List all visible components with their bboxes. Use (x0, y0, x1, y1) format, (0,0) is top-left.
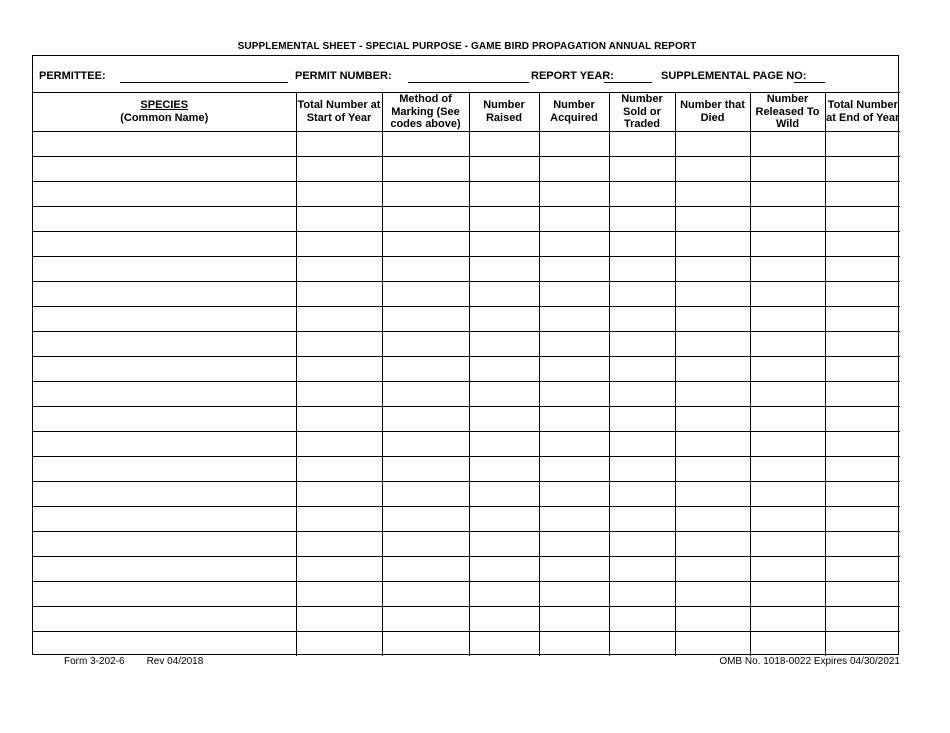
table-cell[interactable] (469, 506, 539, 531)
table-cell[interactable] (469, 131, 539, 156)
table-cell[interactable] (296, 381, 382, 406)
table-cell[interactable] (825, 531, 900, 556)
table-cell[interactable] (609, 456, 675, 481)
col-marking-method: Method of Marking (See codes above) (382, 93, 469, 132)
table-cell[interactable] (469, 256, 539, 281)
table-cell[interactable] (382, 181, 469, 206)
table-row (33, 181, 900, 206)
col-species (33, 93, 296, 132)
table-cell[interactable] (469, 406, 539, 431)
table-cell[interactable] (539, 131, 609, 156)
table-cell[interactable] (750, 331, 825, 356)
table-cell[interactable] (382, 456, 469, 481)
table-cell[interactable] (33, 131, 296, 156)
table-row (33, 256, 900, 281)
table-cell[interactable] (296, 556, 382, 581)
table-cell[interactable] (609, 606, 675, 631)
supplemental-page-label: SUPPLEMENTAL PAGE NO: (661, 70, 807, 82)
table-cell[interactable] (539, 356, 609, 381)
table-cell[interactable] (33, 256, 296, 281)
table-cell[interactable] (33, 356, 296, 381)
table-cell[interactable] (675, 356, 750, 381)
table-cell[interactable] (539, 381, 609, 406)
table-cell[interactable] (296, 181, 382, 206)
table-cell[interactable] (675, 531, 750, 556)
form-revision: Rev 04/2018 (146, 656, 204, 667)
col-total-end: Total Number at End of Year (825, 93, 900, 132)
table-cell[interactable] (750, 231, 825, 256)
col-species-title: SPECIES (140, 99, 189, 112)
table-cell[interactable] (296, 406, 382, 431)
col-species-subtitle: (Common Name) (120, 111, 209, 124)
table-cell[interactable] (382, 631, 469, 656)
report-year-label: REPORT YEAR: (531, 70, 614, 82)
table-cell[interactable] (469, 231, 539, 256)
col-number-acquired: Number Acquired (539, 93, 609, 132)
table-cell[interactable] (469, 456, 539, 481)
table-cell[interactable] (609, 131, 675, 156)
permittee-input[interactable] (120, 82, 288, 83)
table-cell[interactable] (539, 156, 609, 181)
table-cell[interactable] (675, 606, 750, 631)
table-cell[interactable] (825, 206, 900, 231)
table-row (33, 431, 900, 456)
table-cell[interactable] (825, 231, 900, 256)
table-cell[interactable] (675, 431, 750, 456)
table-cell[interactable] (33, 156, 296, 181)
table-cell[interactable] (33, 231, 296, 256)
table-row (33, 231, 900, 256)
table-cell[interactable] (825, 256, 900, 281)
table-row (33, 506, 900, 531)
table-cell[interactable] (675, 306, 750, 331)
table-cell[interactable] (825, 556, 900, 581)
table-cell[interactable] (609, 256, 675, 281)
footer-omb: OMB No. 1018-0022 Expires 04/30/2021 (719, 656, 900, 667)
table-cell[interactable] (296, 456, 382, 481)
header-fields (33, 56, 898, 93)
table-cell[interactable] (675, 131, 750, 156)
table-cell[interactable] (33, 606, 296, 631)
table-cell[interactable] (382, 156, 469, 181)
table-cell[interactable] (469, 156, 539, 181)
table-cell[interactable] (296, 631, 382, 656)
table-row (33, 131, 900, 156)
table-row (33, 406, 900, 431)
table-cell[interactable] (539, 306, 609, 331)
table-cell[interactable] (825, 581, 900, 606)
table-cell[interactable] (296, 131, 382, 156)
table-cell[interactable] (825, 456, 900, 481)
table-cell[interactable] (382, 356, 469, 381)
table-cell[interactable] (33, 506, 296, 531)
table-cell[interactable] (750, 431, 825, 456)
table-cell[interactable] (609, 306, 675, 331)
table-cell[interactable] (296, 581, 382, 606)
table-cell[interactable] (609, 431, 675, 456)
form-number: Form 3-202-6 (64, 656, 125, 667)
form-title: SUPPLEMENTAL SHEET - SPECIAL PURPOSE - GAME BIRD PROPAGATION ANNUAL REPORT (237, 41, 697, 52)
table-cell[interactable] (750, 481, 825, 506)
table-cell[interactable] (539, 581, 609, 606)
table-cell[interactable] (750, 631, 825, 656)
table-cell[interactable] (675, 206, 750, 231)
table-cell[interactable] (539, 331, 609, 356)
table-cell[interactable] (750, 306, 825, 331)
table-cell[interactable] (609, 381, 675, 406)
table-cell[interactable] (750, 556, 825, 581)
table-cell[interactable] (539, 481, 609, 506)
table-cell[interactable] (750, 131, 825, 156)
col-number-raised: Number Raised (469, 93, 539, 132)
table-cell[interactable] (296, 156, 382, 181)
table-cell[interactable] (750, 406, 825, 431)
table-row (33, 481, 900, 506)
table-cell[interactable] (382, 281, 469, 306)
table-cell[interactable] (750, 206, 825, 231)
table-cell[interactable] (539, 506, 609, 531)
table-row (33, 331, 900, 356)
table-row (33, 306, 900, 331)
table-cell[interactable] (825, 431, 900, 456)
table-cell[interactable] (609, 356, 675, 381)
table-cell[interactable] (609, 481, 675, 506)
table-cell[interactable] (33, 306, 296, 331)
table-cell[interactable] (539, 456, 609, 481)
table-cell[interactable] (539, 181, 609, 206)
table-cell[interactable] (469, 181, 539, 206)
table-cell[interactable] (675, 156, 750, 181)
report-year-input[interactable] (604, 82, 652, 83)
table-cell[interactable] (750, 356, 825, 381)
table-cell[interactable] (825, 131, 900, 156)
table-cell[interactable] (539, 281, 609, 306)
table-cell[interactable] (825, 331, 900, 356)
table-cell[interactable] (33, 481, 296, 506)
table-cell[interactable] (33, 381, 296, 406)
table-cell[interactable] (469, 331, 539, 356)
table-cell[interactable] (382, 556, 469, 581)
table-cell[interactable] (382, 581, 469, 606)
table-cell[interactable] (296, 606, 382, 631)
table-cell[interactable] (296, 256, 382, 281)
table-cell[interactable] (609, 631, 675, 656)
table-cell[interactable] (296, 231, 382, 256)
table-cell[interactable] (675, 506, 750, 531)
table-cell[interactable] (675, 281, 750, 306)
table-cell[interactable] (469, 531, 539, 556)
table-cell[interactable] (469, 306, 539, 331)
table-cell[interactable] (382, 506, 469, 531)
table-cell[interactable] (296, 306, 382, 331)
table-row (33, 631, 900, 656)
table-row (33, 381, 900, 406)
table-cell[interactable] (382, 431, 469, 456)
table-cell[interactable] (825, 181, 900, 206)
table-cell[interactable] (750, 456, 825, 481)
table-cell[interactable] (825, 631, 900, 656)
table-cell[interactable] (382, 381, 469, 406)
table-cell[interactable] (750, 531, 825, 556)
table-cell[interactable] (296, 531, 382, 556)
table-cell[interactable] (825, 481, 900, 506)
table-cell[interactable] (382, 331, 469, 356)
table-cell[interactable] (33, 331, 296, 356)
table-cell[interactable] (539, 231, 609, 256)
table-cell[interactable] (33, 281, 296, 306)
table-cell[interactable] (609, 556, 675, 581)
table-cell[interactable] (469, 356, 539, 381)
table-cell[interactable] (750, 256, 825, 281)
table-cell[interactable] (609, 231, 675, 256)
table-cell[interactable] (469, 431, 539, 456)
table-cell[interactable] (609, 406, 675, 431)
table-cell[interactable] (539, 531, 609, 556)
col-total-start: Total Number at Start of Year (296, 93, 382, 132)
table-cell[interactable] (539, 556, 609, 581)
table-cell[interactable] (296, 331, 382, 356)
table-cell[interactable] (675, 481, 750, 506)
table-cell[interactable] (750, 156, 825, 181)
table-cell[interactable] (825, 606, 900, 631)
table-cell[interactable] (675, 631, 750, 656)
table-cell[interactable] (609, 281, 675, 306)
table-cell[interactable] (675, 581, 750, 606)
table-body (33, 131, 900, 656)
table-cell[interactable] (382, 606, 469, 631)
table-cell[interactable] (539, 256, 609, 281)
table-cell[interactable] (825, 506, 900, 531)
table-cell[interactable] (469, 206, 539, 231)
table-cell[interactable] (296, 431, 382, 456)
table-cell[interactable] (33, 181, 296, 206)
col-number-died: Number that Died (675, 93, 750, 132)
table-row (33, 156, 900, 181)
table-cell[interactable] (382, 131, 469, 156)
table-cell[interactable] (469, 631, 539, 656)
table-cell[interactable] (296, 506, 382, 531)
table-row (33, 356, 900, 381)
table-cell[interactable] (675, 556, 750, 581)
table-cell[interactable] (609, 531, 675, 556)
table-cell[interactable] (825, 281, 900, 306)
table-cell[interactable] (296, 281, 382, 306)
table-cell[interactable] (33, 406, 296, 431)
table-cell[interactable] (33, 531, 296, 556)
table-cell[interactable] (33, 581, 296, 606)
table-cell[interactable] (609, 506, 675, 531)
table-cell[interactable] (825, 381, 900, 406)
table-cell[interactable] (296, 481, 382, 506)
table-cell[interactable] (539, 406, 609, 431)
report-table (33, 92, 900, 656)
table-row (33, 581, 900, 606)
table-cell[interactable] (296, 356, 382, 381)
table-cell[interactable] (539, 606, 609, 631)
table-cell[interactable] (609, 206, 675, 231)
table-cell[interactable] (750, 606, 825, 631)
table-cell[interactable] (33, 206, 296, 231)
form-frame (32, 55, 899, 655)
table-cell[interactable] (469, 606, 539, 631)
table-cell[interactable] (750, 506, 825, 531)
table-cell[interactable] (33, 556, 296, 581)
permit-number-label: PERMIT NUMBER: (295, 70, 392, 82)
table-cell[interactable] (33, 631, 296, 656)
table-cell[interactable] (609, 181, 675, 206)
table-cell[interactable] (675, 231, 750, 256)
table-cell[interactable] (382, 256, 469, 281)
table-cell[interactable] (750, 581, 825, 606)
table-cell[interactable] (539, 431, 609, 456)
table-cell[interactable] (33, 431, 296, 456)
table-cell[interactable] (609, 581, 675, 606)
table-cell[interactable] (750, 281, 825, 306)
table-cell[interactable] (609, 156, 675, 181)
table-cell[interactable] (382, 481, 469, 506)
table-cell[interactable] (382, 231, 469, 256)
table-cell[interactable] (825, 406, 900, 431)
table-cell[interactable] (296, 206, 382, 231)
table-cell[interactable] (675, 181, 750, 206)
table-cell[interactable] (469, 281, 539, 306)
table-cell[interactable] (33, 456, 296, 481)
table-row (33, 206, 900, 231)
table-cell[interactable] (675, 406, 750, 431)
table-cell[interactable] (750, 181, 825, 206)
table-cell[interactable] (539, 631, 609, 656)
table-cell[interactable] (675, 256, 750, 281)
table-row (33, 556, 900, 581)
table-cell[interactable] (675, 381, 750, 406)
supplemental-page-input[interactable] (794, 82, 825, 83)
table-row (33, 456, 900, 481)
table-cell[interactable] (469, 481, 539, 506)
table-cell[interactable] (825, 306, 900, 331)
table-cell[interactable] (469, 381, 539, 406)
footer-form-info (64, 656, 203, 667)
table-header-row (33, 93, 900, 132)
table-cell[interactable] (469, 581, 539, 606)
table-cell[interactable] (609, 331, 675, 356)
table-cell[interactable] (382, 306, 469, 331)
table-cell[interactable] (382, 206, 469, 231)
table-cell[interactable] (750, 381, 825, 406)
permittee-label: PERMITTEE: (39, 70, 106, 82)
table-cell[interactable] (825, 356, 900, 381)
table-cell[interactable] (469, 556, 539, 581)
table-row (33, 531, 900, 556)
table-row (33, 281, 900, 306)
table-cell[interactable] (382, 531, 469, 556)
col-number-sold-traded: Number Sold or Traded (609, 93, 675, 132)
table-cell[interactable] (675, 456, 750, 481)
table-cell[interactable] (382, 406, 469, 431)
col-number-released: Number Released To Wild (750, 93, 825, 132)
table-cell[interactable] (675, 331, 750, 356)
permit-number-input[interactable] (408, 82, 529, 83)
table-cell[interactable] (825, 156, 900, 181)
table-row (33, 606, 900, 631)
table-cell[interactable] (539, 206, 609, 231)
